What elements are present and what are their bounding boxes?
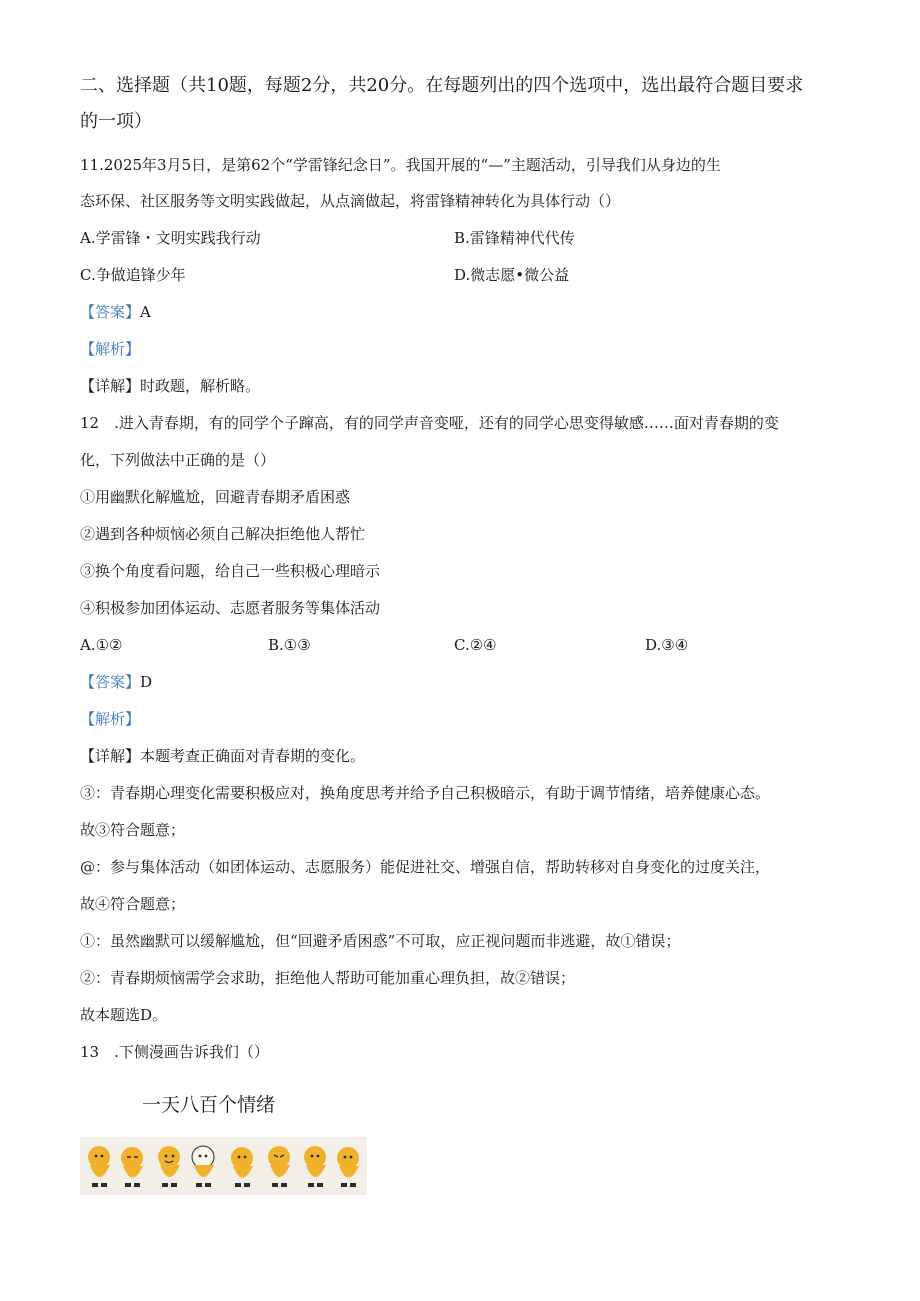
comic-strip-image	[80, 1137, 367, 1195]
q11-option-b: B.雷锋精神代代传	[454, 229, 575, 247]
q12-stem-line1: 12 .进入青春期，有的同学个子蹿高，有的同学声音变哑，还有的同学心思变得敏感……面对青春期的变	[80, 414, 779, 432]
answer-value: A	[140, 303, 151, 321]
q11-option-a: A.学雷锋・文明实践我行动	[80, 229, 261, 247]
comic-figure-icon	[84, 1143, 114, 1189]
q12-item-1: ①用幽默化解尴尬，回避青春期矛盾困惑	[80, 488, 351, 506]
q12-detail: 【详解】本题考查正确面对青春期的变化。	[80, 747, 366, 765]
section-title-line1: 二、选择题（共10题，每题2分，共20分。在每题列出的四个选项中，选出最符合题目要求	[80, 75, 804, 96]
q12-explanation-4: @：参与集体活动（如团体运动、志愿服务）能促进社交、增强自信，帮助转移对自身变化的过度关注，	[80, 858, 771, 876]
comic-figure-icon	[264, 1143, 294, 1189]
q12-option-a: A.①②	[80, 636, 123, 654]
comic-figure-icon	[154, 1143, 184, 1189]
comic-title: 一天八百个情绪	[142, 1094, 276, 1116]
q12-conclusion: 故本题选D。	[80, 1006, 168, 1024]
q12-option-d: D.③④	[645, 636, 689, 654]
q12-option-c: C.②④	[454, 636, 497, 654]
q11-stem-line2: 态环保、社区服务等文明实践做起，从点滴做起，将雷锋精神转化为具体行动（）	[80, 192, 621, 210]
q11-stem-line1: 11.2025年3月5日，是第62个“学雷锋纪念日”。我国开展的“—”主题活动，引导我们从身边的生	[80, 156, 721, 174]
q11-detail: 【详解】时政题，解析略。	[80, 377, 261, 395]
comic-figure-icon	[188, 1143, 218, 1189]
q13-stem: 13 .下侧漫画告诉我们（）	[80, 1043, 269, 1061]
answer-tag: 【答案】	[80, 673, 141, 691]
q11-answer	[80, 302, 151, 322]
q11-option-c: C.争做追锋少年	[80, 266, 186, 284]
q11-analysis-tag: 【解析】	[80, 340, 141, 358]
q12-explanation-3-conclusion: 故③符合题意；	[80, 821, 186, 839]
comic-figure-icon	[118, 1143, 148, 1189]
q12-answer	[80, 672, 152, 692]
q12-explanation-1: ①：虽然幽默可以缓解尴尬，但“回避矛盾困惑”不可取，应正视问题而非逃避，故①错误；	[80, 932, 681, 950]
q12-explanation-4-conclusion: 故④符合题意；	[80, 895, 186, 913]
q12-explanation-3: ③：青春期心理变化需要积极应对，换角度思考并给予自己积极暗示，有助于调节情绪，培养健康心态。	[80, 784, 771, 802]
comic-figure-icon	[300, 1143, 330, 1189]
answer-value: D	[140, 673, 153, 691]
q12-item-2: ②遇到各种烦恼必须自己解决拒绝他人帮忙	[80, 525, 366, 543]
comic-figure-icon	[228, 1143, 258, 1189]
q12-stem-line2: 化，下列做法中正确的是（）	[80, 451, 276, 469]
section-title-line2: 的一项）	[80, 111, 152, 132]
answer-tag: 【答案】	[80, 303, 141, 321]
q12-item-3: ③换个角度看问题，给自己一些积极心理暗示	[80, 562, 381, 580]
comic-figure-icon	[334, 1143, 364, 1189]
q12-option-b: B.①③	[268, 636, 311, 654]
q11-option-d: D.微志愿•微公益	[454, 266, 570, 284]
q12-analysis-tag: 【解析】	[80, 710, 141, 728]
q12-item-4: ④积极参加团体运动、志愿者服务等集体活动	[80, 599, 381, 617]
q12-explanation-2: ②：青春期烦恼需学会求助，拒绝他人帮助可能加重心理负担，故②错误；	[80, 969, 576, 987]
